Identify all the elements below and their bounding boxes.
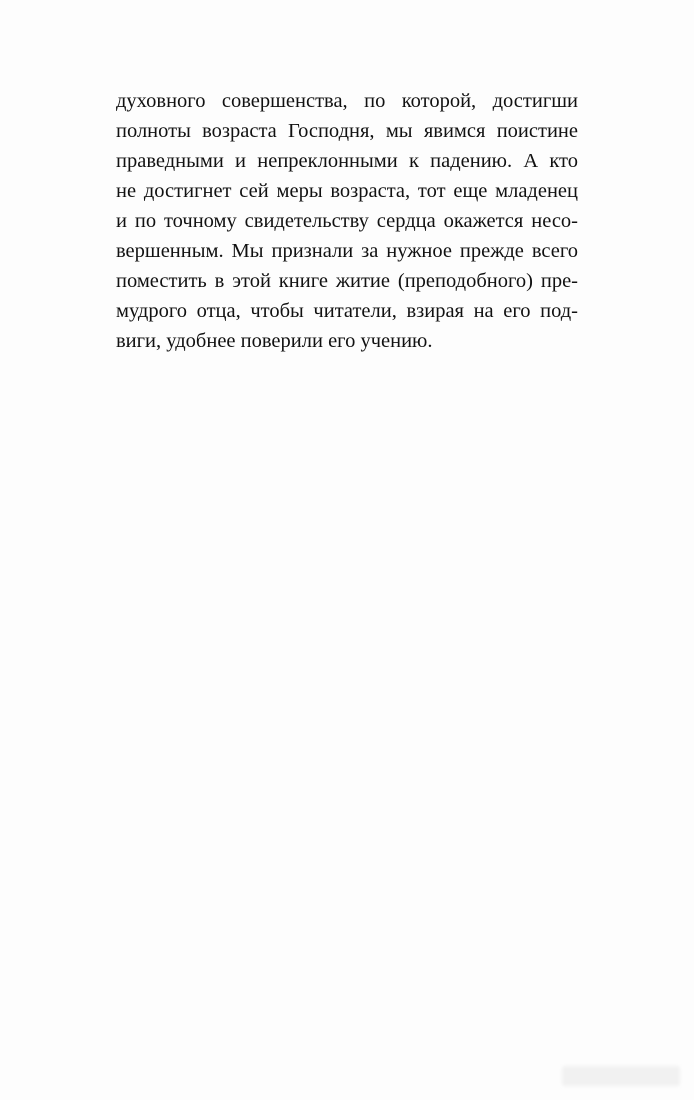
text-line: не достигнет сей меры возраста, тот еще младенец [116,180,578,202]
text-line: поместить в этой книге житие (преподобного) пре- [116,270,578,292]
text-line: праведными и непреклонными к падению. А кто [116,150,578,172]
text-line: вершенным. Мы признали за нужное прежде всего [116,240,578,262]
text-line: мудрого отца, чтобы читатели, взирая на его под- [116,300,578,322]
text-line: полноты возраста Господня, мы явимся поистине [116,120,578,142]
watermark [562,1066,680,1086]
text-line: виги, удобнее поверили его учению. [116,330,433,352]
text-line: духовного совершенства, по которой, достигши [116,90,578,112]
text-line: и по точному свидетельству сердца окажется несо- [116,210,578,232]
body-paragraph [116,86,578,356]
